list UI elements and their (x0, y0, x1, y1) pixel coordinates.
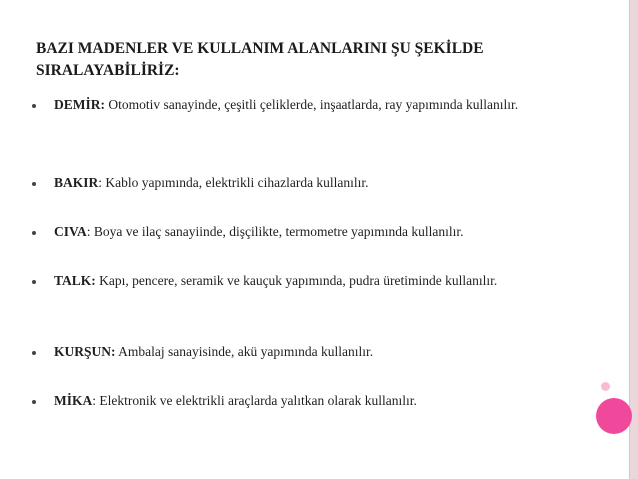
title-line-2: SIRALAYABİLİRİZ: (36, 62, 180, 79)
small-pink-circle-decoration (601, 382, 610, 391)
bullet-dot (32, 104, 36, 108)
mineral-usage: : Boya ve ilaç sanayiinde, dişçilikte, termometre yapımında kullanılır. (86, 224, 464, 239)
list-item-text (54, 390, 574, 411)
mineral-name: MİKA (54, 393, 93, 408)
right-edge-border (629, 0, 638, 479)
mineral-usage: Ambalaj sanayisinde, akü yapımında kullanılır. (115, 344, 374, 359)
list-item-text (54, 341, 574, 362)
bullet-dot (32, 280, 36, 284)
bullet-dot (32, 400, 36, 404)
title-line-1: BAZI MADENLER VE KULLANIM ALANLARINI ŞU ŞEKİLDE (36, 40, 484, 57)
list-item-text (54, 221, 574, 242)
bullet-dot (32, 231, 36, 235)
mineral-usage: : Elektronik ve elektrikli araçlarda yalıtkan olarak kullanılır. (92, 393, 417, 408)
slide-title (36, 38, 576, 82)
mineral-name: KURŞUN: (54, 344, 116, 359)
bullet-dot (32, 182, 36, 186)
mineral-name: BAKIR (54, 175, 99, 190)
mineral-name: DEMİR: (54, 97, 105, 112)
mineral-name: CIVA (54, 224, 87, 239)
mineral-usage: Kapı, pencere, seramik ve kauçuk yapımında, pudra üretiminde kullanılır. (95, 273, 498, 288)
mineral-name: TALK: (54, 273, 96, 288)
list-item-text (54, 270, 574, 291)
list-item-text (54, 94, 574, 115)
list-item-text (54, 172, 574, 193)
pink-circle-decoration (596, 398, 632, 434)
mineral-usage: : Kablo yapımında, elektrikli cihazlarda kullanılır. (98, 175, 369, 190)
bullet-dot (32, 351, 36, 355)
mineral-usage: Otomotiv sanayinde, çeşitli çeliklerde, inşaatlarda, ray yapımında kullanılır. (105, 97, 519, 112)
